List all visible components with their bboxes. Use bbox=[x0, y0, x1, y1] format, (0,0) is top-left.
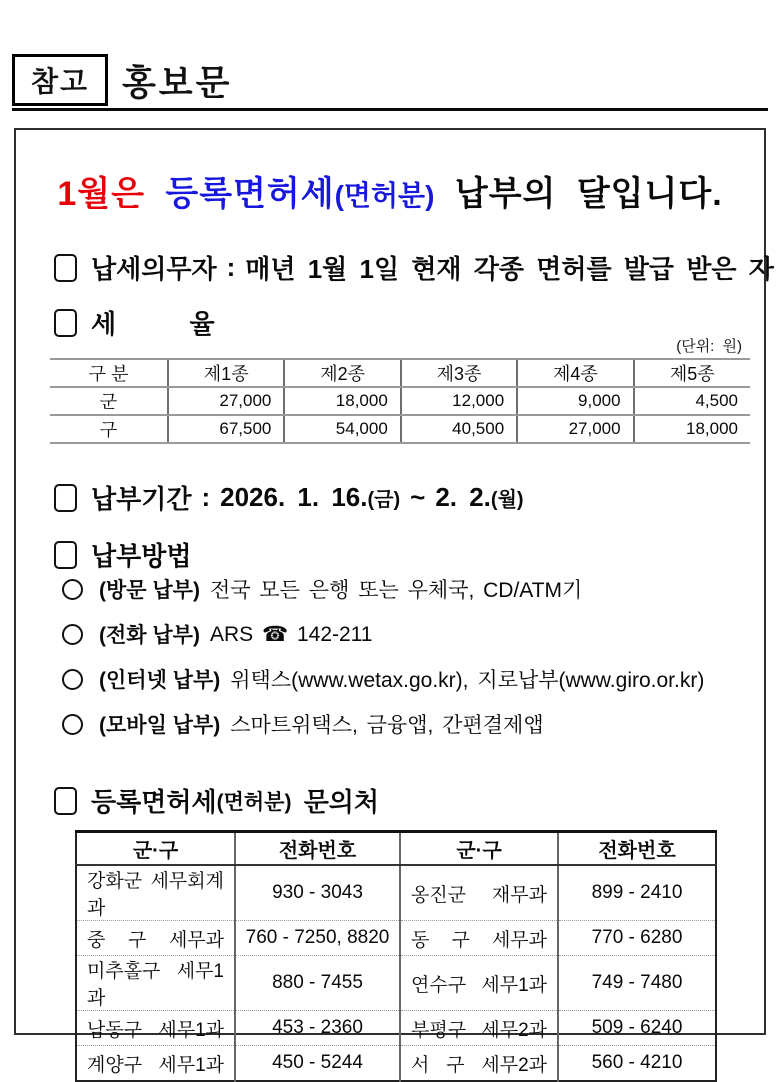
phone-number: 560 - 4210 bbox=[558, 1046, 716, 1082]
column-header: 전화번호 bbox=[558, 832, 716, 866]
rate-value: 12,000 bbox=[401, 387, 517, 415]
checkbox-icon bbox=[54, 541, 77, 569]
rate-value: 67,500 bbox=[168, 415, 284, 443]
method-name: (인터넷 납부) bbox=[99, 669, 221, 692]
phone-number: 453 - 2360 bbox=[235, 1011, 400, 1046]
district-office: 부평구 세무2과 bbox=[400, 1011, 558, 1046]
district-office: 서 구 세무2과 bbox=[400, 1046, 558, 1082]
rate-value: 4,500 bbox=[634, 387, 750, 415]
column-header: 제1종 bbox=[168, 359, 284, 387]
table-row bbox=[76, 921, 716, 956]
phone-number: 509 - 6240 bbox=[558, 1011, 716, 1046]
notice-title bbox=[16, 166, 764, 215]
payment-method-item bbox=[62, 664, 704, 694]
circle-bullet-icon bbox=[62, 579, 83, 600]
phone-number: 749 - 7480 bbox=[558, 956, 716, 1011]
table-row bbox=[50, 387, 750, 415]
method-desc: 위택스(www.wetax.go.kr), 지로납부(www.giro.or.kr) bbox=[230, 669, 705, 692]
tax-rate-label: 세 율 bbox=[91, 309, 215, 339]
method-name: (모바일 납부) bbox=[99, 714, 221, 737]
tax-rate-table bbox=[50, 358, 750, 444]
period-end-day: (월) bbox=[490, 489, 524, 511]
unit-note: (단위: 원) bbox=[676, 338, 742, 355]
row-category: 군 bbox=[50, 387, 168, 415]
phone-number: 760 - 7250, 8820 bbox=[235, 921, 400, 956]
column-header: 제2종 bbox=[284, 359, 400, 387]
column-header: 제3종 bbox=[401, 359, 517, 387]
document-type-title: 홍보문 bbox=[122, 64, 233, 103]
district-office: 미추홀구 세무1과 bbox=[76, 956, 235, 1011]
table-row bbox=[76, 1011, 716, 1046]
district-office: 연수구 세무1과 bbox=[400, 956, 558, 1011]
contact-label-main: 등록면허세 bbox=[91, 787, 217, 817]
payment-method-item bbox=[62, 574, 582, 604]
column-header: 군·구 bbox=[76, 832, 235, 866]
rate-value: 18,000 bbox=[284, 387, 400, 415]
column-header: 제4종 bbox=[517, 359, 633, 387]
method-desc: 스마트위택스, 금융앱, 간편결제앱 bbox=[230, 714, 544, 737]
district-office: 옹진군 재무과 bbox=[400, 865, 558, 921]
rate-value: 54,000 bbox=[284, 415, 400, 443]
checkbox-icon bbox=[54, 484, 77, 512]
period-start-day: (금) bbox=[367, 489, 401, 511]
row-category: 구 bbox=[50, 415, 168, 443]
period-start-date: 2026. 1. 16. bbox=[220, 482, 368, 512]
contact-label-sub: (면허분) bbox=[216, 790, 292, 814]
phone-number: 899 - 2410 bbox=[558, 865, 716, 921]
header-divider bbox=[12, 108, 768, 111]
payment-method-item bbox=[62, 619, 372, 649]
payment-period-separator: : bbox=[201, 482, 211, 512]
method-name: (전화 납부) bbox=[99, 624, 200, 647]
contact-section bbox=[54, 782, 379, 819]
table-row bbox=[50, 415, 750, 443]
method-desc: ARS ☎ 142-211 bbox=[209, 622, 373, 646]
method-name: (방문 납부) bbox=[99, 579, 200, 602]
circle-bullet-icon bbox=[62, 624, 83, 645]
phone-number: 880 - 7455 bbox=[235, 956, 400, 1011]
payment-methods-section bbox=[54, 536, 191, 573]
reference-tag-box bbox=[12, 54, 108, 106]
payment-methods-label: 납부방법 bbox=[91, 541, 192, 571]
district-office: 중 구 세무과 bbox=[76, 921, 235, 956]
period-tilde: ~ bbox=[410, 482, 426, 512]
district-office: 강화군 세무회계과 bbox=[87, 871, 224, 919]
phone-number: 770 - 6280 bbox=[558, 921, 716, 956]
title-tax-name: 등록면허세(면허분) bbox=[165, 175, 435, 213]
rate-value: 27,000 bbox=[168, 387, 284, 415]
reference-tag-label: 참고 bbox=[30, 66, 90, 97]
notice-body bbox=[14, 128, 774, 1076]
district-office: 동 구 세무과 bbox=[400, 921, 558, 956]
tax-rate-header-row bbox=[50, 359, 750, 387]
contact-table bbox=[75, 830, 717, 1082]
taxpayer-text: 매년 1월 1일 현재 각종 면허를 발급 받은 자 bbox=[245, 254, 774, 284]
district-office: 계양구 세무1과 bbox=[76, 1046, 235, 1082]
circle-bullet-icon bbox=[62, 714, 83, 735]
payment-method-item bbox=[62, 709, 544, 739]
rate-value: 40,500 bbox=[401, 415, 517, 443]
rate-value: 9,000 bbox=[517, 387, 633, 415]
column-header: 구 분 bbox=[50, 359, 168, 387]
checkbox-icon bbox=[54, 309, 77, 337]
table-row bbox=[76, 956, 716, 1011]
period-end-date: 2. 2. bbox=[435, 482, 491, 512]
taxpayer-section bbox=[54, 249, 774, 286]
circle-bullet-icon bbox=[62, 669, 83, 690]
district-office: 남동구 세무1과 bbox=[76, 1011, 235, 1046]
payment-period-section bbox=[54, 479, 524, 516]
taxpayer-separator: : bbox=[226, 252, 236, 282]
method-desc: 전국 모든 은행 또는 우체국, CD/ATM기 bbox=[209, 579, 583, 602]
phone-number: 930 - 3043 bbox=[235, 865, 400, 921]
tax-rate-section bbox=[54, 304, 215, 341]
taxpayer-label: 납세의무자 bbox=[91, 254, 217, 284]
rate-value: 18,000 bbox=[634, 415, 750, 443]
column-header: 군·구 bbox=[400, 832, 558, 866]
contact-header-row bbox=[76, 832, 716, 866]
phone-number: 450 - 5244 bbox=[235, 1046, 400, 1082]
title-tax-name-sub: (면허분) bbox=[334, 180, 435, 211]
title-rest: 납부의 달입니다. bbox=[454, 175, 723, 213]
title-month: 1월은 bbox=[57, 175, 145, 213]
table-row bbox=[76, 1046, 716, 1082]
column-header: 전화번호 bbox=[235, 832, 400, 866]
checkbox-icon bbox=[54, 254, 77, 282]
column-header: 제5종 bbox=[634, 359, 750, 387]
contact-label-rest: 문의처 bbox=[303, 787, 380, 817]
rate-value: 27,000 bbox=[517, 415, 633, 443]
table-row bbox=[76, 865, 716, 921]
payment-period-label: 납부기간 bbox=[91, 484, 192, 514]
checkbox-icon bbox=[54, 787, 77, 815]
